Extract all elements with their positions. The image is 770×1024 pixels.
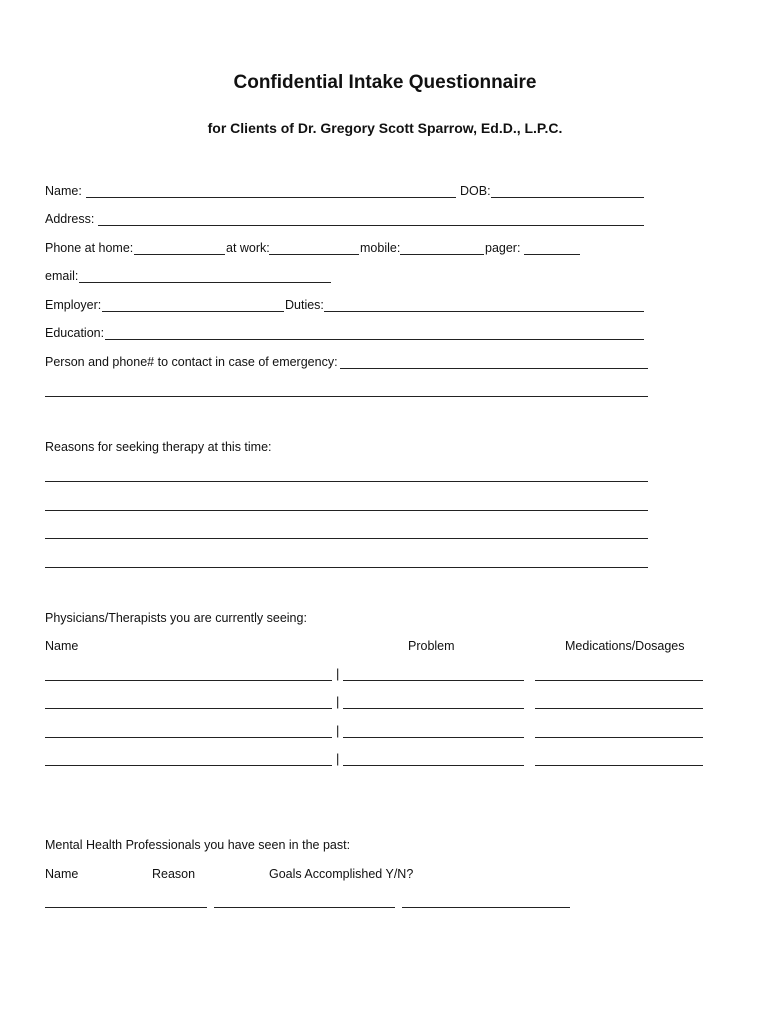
address-label: Address: — [45, 212, 95, 226]
physician-problem-field[interactable] — [343, 737, 524, 738]
employer-field[interactable] — [102, 311, 284, 312]
email-field[interactable] — [79, 282, 331, 283]
address-field[interactable] — [98, 225, 644, 226]
physicians-col-meds: Medications/Dosages — [565, 639, 685, 653]
column-separator: | — [336, 666, 340, 681]
physician-meds-field[interactable] — [535, 737, 703, 738]
reasons-line[interactable] — [45, 510, 648, 511]
phone-pager-field[interactable] — [524, 254, 580, 255]
page-subtitle: for Clients of Dr. Gregory Scott Sparrow, Ed.D., L.P.C. — [207, 120, 563, 136]
past-professionals-label: Mental Health Professionals you have seen in the past: — [45, 838, 351, 852]
reasons-line[interactable] — [45, 538, 648, 539]
employer-label: Employer: — [45, 298, 102, 312]
column-separator: | — [336, 723, 340, 738]
phone-work-field[interactable] — [269, 254, 359, 255]
page-title: Confidential Intake Questionnaire — [233, 72, 537, 93]
reasons-line[interactable] — [45, 567, 648, 568]
physician-meds-field[interactable] — [535, 708, 703, 709]
physician-name-field[interactable] — [45, 680, 332, 681]
physician-name-field[interactable] — [45, 765, 332, 766]
phone-home-field[interactable] — [134, 254, 225, 255]
phone-mobile-field[interactable] — [400, 254, 484, 255]
phone-pager-label: pager: — [485, 241, 521, 255]
physicians-col-problem: Problem — [408, 639, 455, 653]
reasons-label: Reasons for seeking therapy at this time: — [45, 440, 272, 454]
reasons-line[interactable] — [45, 481, 648, 482]
name-label: Name: — [45, 184, 82, 198]
past-goals-field[interactable] — [402, 907, 570, 908]
physician-name-field[interactable] — [45, 737, 332, 738]
physician-meds-field[interactable] — [535, 680, 703, 681]
physicians-col-name: Name — [45, 639, 79, 653]
phone-work-label: at work: — [226, 241, 270, 255]
past-col-reason: Reason — [152, 867, 196, 881]
emergency-field[interactable] — [340, 368, 648, 369]
past-col-name: Name — [45, 867, 79, 881]
duties-field[interactable] — [324, 311, 644, 312]
past-name-field[interactable] — [45, 907, 207, 908]
physician-problem-field[interactable] — [343, 765, 524, 766]
physician-problem-field[interactable] — [343, 708, 524, 709]
physician-problem-field[interactable] — [343, 680, 524, 681]
phone-mobile-label: mobile: — [360, 241, 401, 255]
dob-label: DOB: — [460, 184, 491, 198]
past-col-goals: Goals Accomplished Y/N? — [269, 867, 414, 881]
education-field[interactable] — [105, 339, 644, 340]
emergency-label: Person and phone# to contact in case of emergency: — [45, 355, 338, 369]
education-label: Education: — [45, 326, 105, 340]
duties-label: Duties: — [285, 298, 324, 312]
column-separator: | — [336, 694, 340, 709]
column-separator: | — [336, 751, 340, 766]
name-field[interactable] — [86, 197, 456, 198]
email-label: email: — [45, 269, 79, 283]
physician-name-field[interactable] — [45, 708, 332, 709]
physicians-label: Physicians/Therapists you are currently seeing: — [45, 611, 307, 625]
dob-field[interactable] — [491, 197, 644, 198]
phone-home-label: Phone at home: — [45, 241, 134, 255]
physician-meds-field[interactable] — [535, 765, 703, 766]
emergency-field-line-2[interactable] — [45, 396, 648, 397]
past-reason-field[interactable] — [214, 907, 395, 908]
